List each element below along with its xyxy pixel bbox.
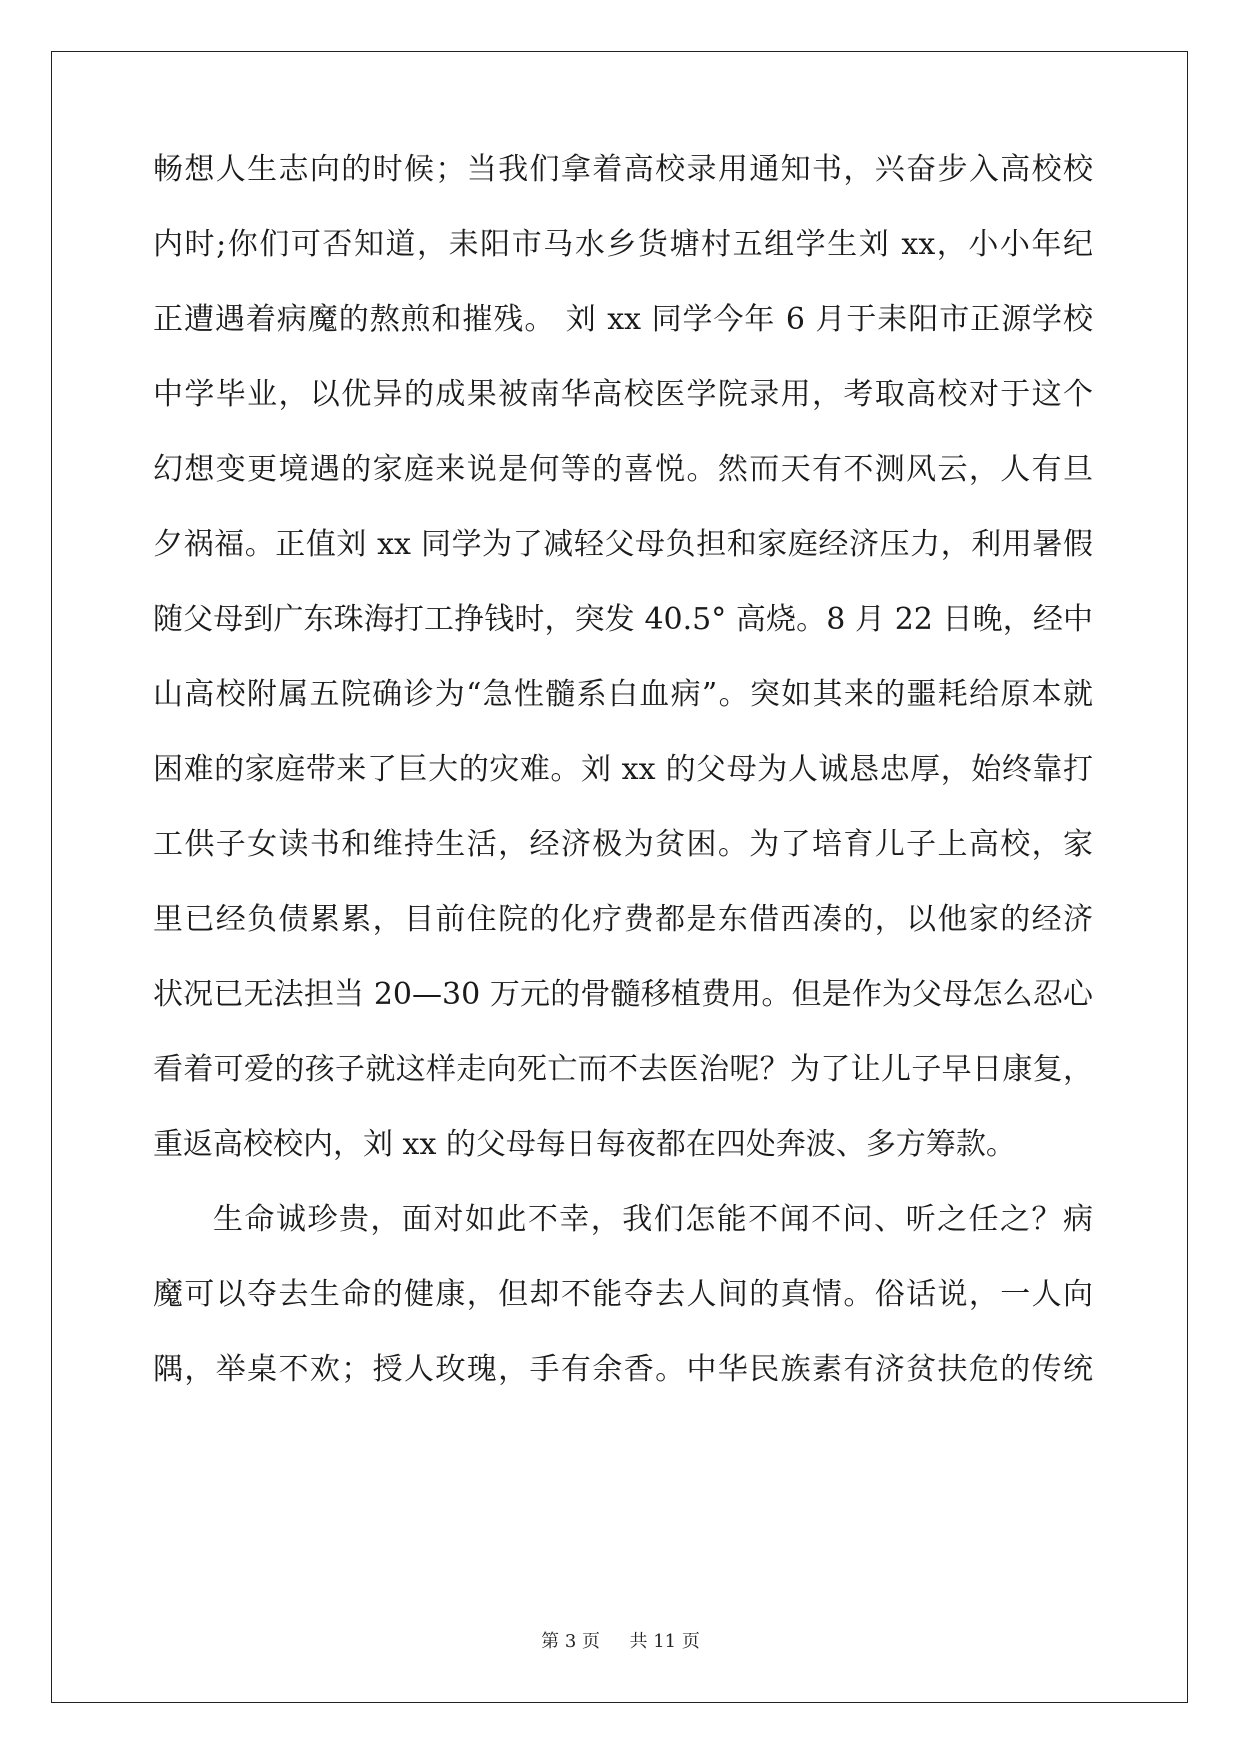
- text-line: 正遭遇着病魔的熬煎和摧残。 刘 xx 同学今年 6 月于耒阳市正源学校: [153, 302, 1093, 337]
- text-line: 内时;你们可否知道，耒阳市马水乡货塘村五组学生刘 xx，小小年纪: [153, 227, 1093, 262]
- text-line: 困难的家庭带来了巨大的灾难。刘 xx 的父母为人诚恳忠厚，始终靠打: [153, 752, 1093, 787]
- page-frame: [51, 51, 1188, 1703]
- text-line: 隅，举桌不欢；授人玫瑰，手有余香。中华民族素有济贫扶危的传统: [153, 1352, 1093, 1387]
- text-line: 重返高校校内，刘 xx 的父母每日每夜都在四处奔波、多方筹款。: [153, 1127, 1016, 1162]
- text-line: 生命诚珍贵，面对如此不幸，我们怎能不闻不问、听之任之？病: [213, 1202, 1093, 1237]
- text-line: 随父母到广东珠海打工挣钱时，突发 40.5° 高烧。8 月 22 日晚，经中: [153, 602, 1093, 637]
- text-line: 畅想人生志向的时候；当我们拿着高校录用通知书，兴奋步入高校校: [153, 152, 1093, 187]
- total-pages: 共 11 页: [629, 1631, 700, 1652]
- text-line: 夕祸福。正值刘 xx 同学为了减轻父母负担和家庭经济压力，利用暑假: [153, 527, 1093, 562]
- text-line: 看着可爱的孩子就这样走向死亡而不去医治呢？为了让儿子早日康复，: [153, 1052, 1093, 1087]
- text-line: 魔可以夺去生命的健康，但却不能夺去人间的真情。俗话说，一人向: [153, 1277, 1093, 1312]
- text-line: 状况已无法担当 20—30 万元的骨髓移植费用。但是作为父母怎么忍心: [153, 977, 1093, 1012]
- text-line: 幻想变更境遇的家庭来说是何等的喜悦。然而天有不测风云，人有旦: [153, 452, 1093, 487]
- text-line: 山高校附属五院确诊为“急性髓系白血病”。突如其来的噩耗给原本就: [153, 677, 1093, 712]
- text-line: 工供子女读书和维持生活，经济极为贫困。为了培育儿子上高校，家: [153, 827, 1093, 862]
- text-line: 里已经负债累累，目前住院的化疗费都是东借西凑的，以他家的经济: [153, 902, 1093, 937]
- page-footer: [52, 1630, 1189, 1654]
- text-line: 中学毕业，以优异的成果被南华高校医学院录用，考取高校对于这个: [153, 377, 1093, 412]
- page-number: 第 3 页: [541, 1631, 601, 1652]
